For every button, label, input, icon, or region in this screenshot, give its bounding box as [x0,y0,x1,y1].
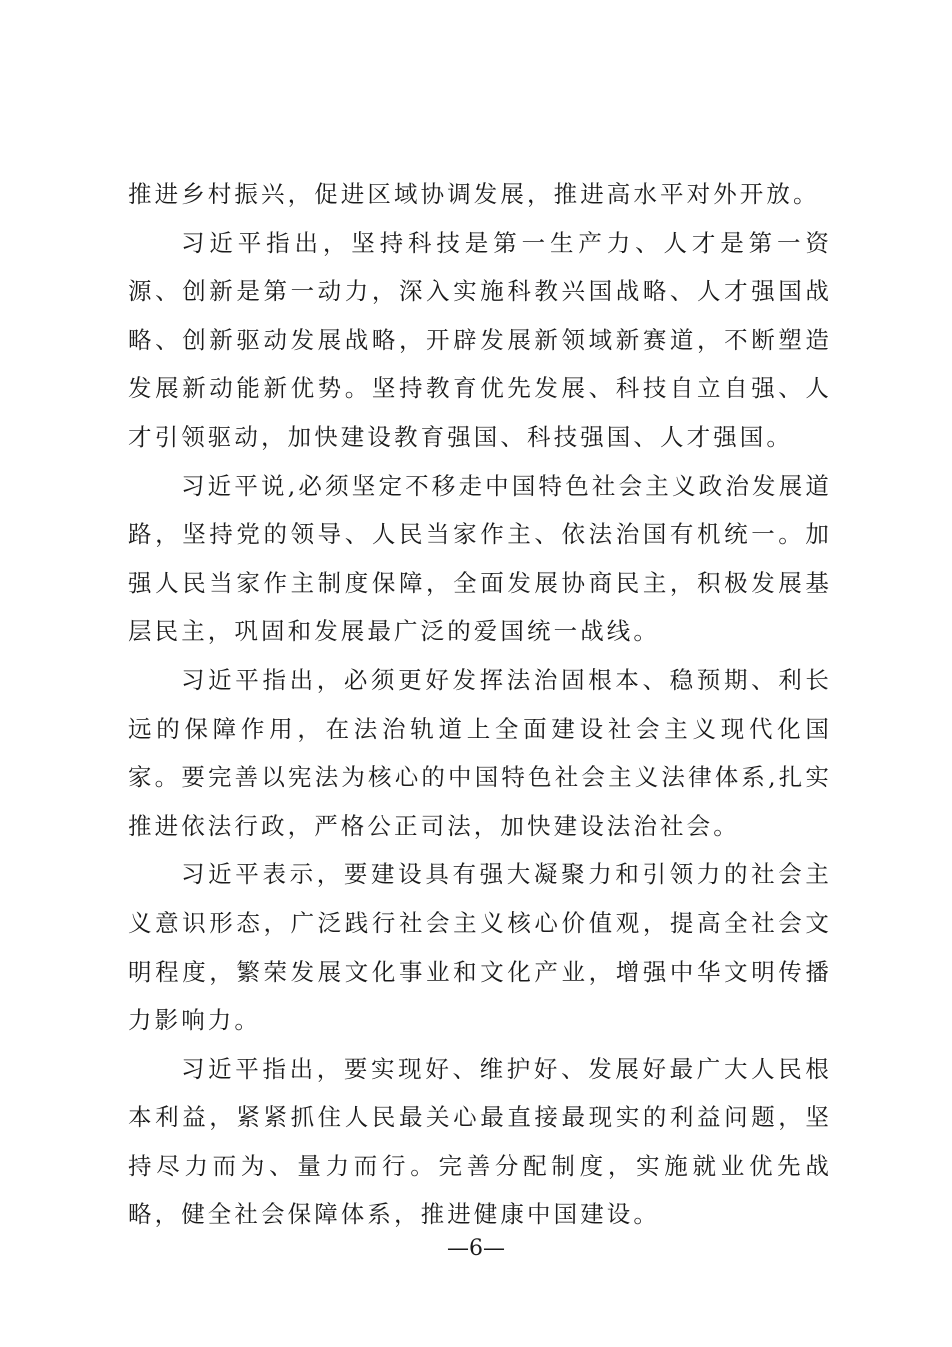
paragraph-ideology-culture: 习近平表示，要建设具有强大凝聚力和引领力的社会主义意识形态，广泛践行社会主义核心价值观，提高全社会文明程度，繁荣发展文化事业和文化产业，增强中华文明传播力影响力。 [128,860,832,1035]
body-text [128,170,832,1239]
paragraph-people-wellbeing: 习近平指出，要实现好、维护好、发展好最广大人民根本利益，紧紧抓住人民最关心最直接最现实的利益问题，坚持尽力而为、量力而行。完善分配制度，实施就业优先战略，健全社会保障体系，推进健康中国建设。 [128,1054,832,1229]
paragraph-political-development: 习近平说,必须坚定不移走中国特色社会主义政治发展道路，坚持党的领导、人民当家作主、依法治国有机统一。加强人民当家作主制度保障，全面发展协商民主，积极发展基层民主，巩固和发展最广泛的爱国统一战线。 [128,471,832,646]
page-number: —6— [447,1236,505,1261]
paragraph-sci-tech-talent: 习近平指出，坚持科技是第一生产力、人才是第一资源、创新是第一动力，深入实施科教兴国战略、人才强国战略、创新驱动发展战略，开辟发展新领域新赛道，不断塑造发展新动能新优势。坚持教育优先发展、科技自立自强、人才引领驱动，加快建设教育强国、科技强国、人才强国。 [128,228,832,451]
paragraph-continuation: 推进乡村振兴，促进区域协调发展，推进高水平对外开放。 [128,180,820,208]
paragraph-rule-of-law: 习近平指出，必须更好发挥法治固根本、稳预期、利长远的保障作用，在法治轨道上全面建设社会主义现代化国家。要完善以宪法为核心的中国特色社会主义法律体系,扎实推进依法行政，严格公正司法，加快建设法治社会。 [128,665,832,840]
